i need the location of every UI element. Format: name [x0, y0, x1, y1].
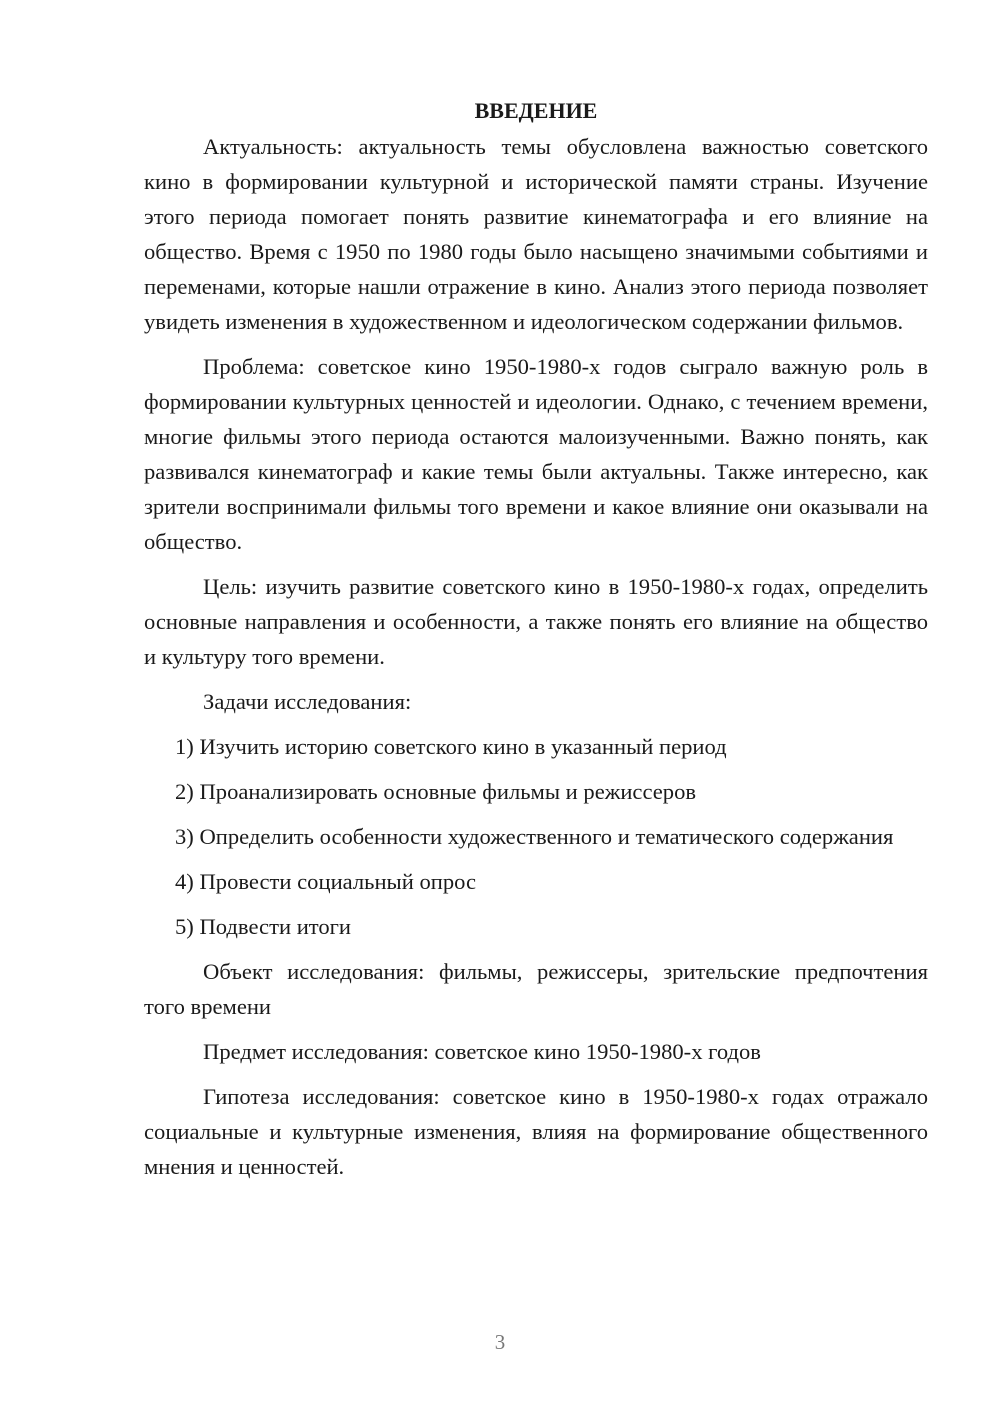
tasks-label: Задачи исследования:	[203, 689, 412, 714]
paragraph-relevance: Актуальность: актуальность темы обусловлена важностью советского кино в формировании культурной и исторической памяти страны. Изучение этого периода помогает понять развитие кинематографа и его влияние на общество. Время с 1950 по 1980 годы было насыщено значимыми событиями и переменами, которые нашли отражение в кино. Анализ этого периода позволяет увидеть изменения в художественном и идеологическом содержании фильмов.	[144, 134, 928, 334]
page-number: 3	[494, 1330, 506, 1354]
task-item: 1) Изучить историю советского кино в указанный период	[175, 734, 727, 759]
task-item: 3) Определить особенности художественного и тематического содержания	[175, 824, 894, 849]
document-body	[144, 93, 928, 1194]
task-item: 2) Проанализировать основные фильмы и режиссеров	[175, 779, 697, 804]
task-item: 5) Подвести итоги	[175, 914, 352, 939]
paragraph-subject: Предмет исследования: советское кино 1950-1980-х годов	[203, 1039, 761, 1064]
paragraph-problem: Проблема: советское кино 1950-1980-х годов сыграло важную роль в формировании культурных ценностей и идеологии. Однако, с течением времени, многие фильмы этого периода остаются малоизученными. Важно понять, как развивался кинематограф и какие темы были актуальны. Также интересно, как зрители воспринимали фильмы того времени и какое влияние они оказывали на общество.	[144, 354, 928, 554]
paragraph-goal: Цель: изучить развитие советского кино в 1950-1980-х годах, определить основные направления и особенности, а также понять его влияние на общество и культуру того времени.	[144, 574, 928, 669]
paragraph-object: Объект исследования: фильмы, режиссеры, зрительские предпочтения того времени	[144, 959, 928, 1019]
task-item: 4) Провести социальный опрос	[175, 869, 477, 894]
paragraph-hypothesis: Гипотеза исследования: советское кино в 1950-1980-х годах отражало социальные и культурные изменения, влияя на формирование общественного мнения и ценностей.	[144, 1084, 928, 1179]
page-title: ВВЕДЕНИЕ	[474, 98, 598, 123]
